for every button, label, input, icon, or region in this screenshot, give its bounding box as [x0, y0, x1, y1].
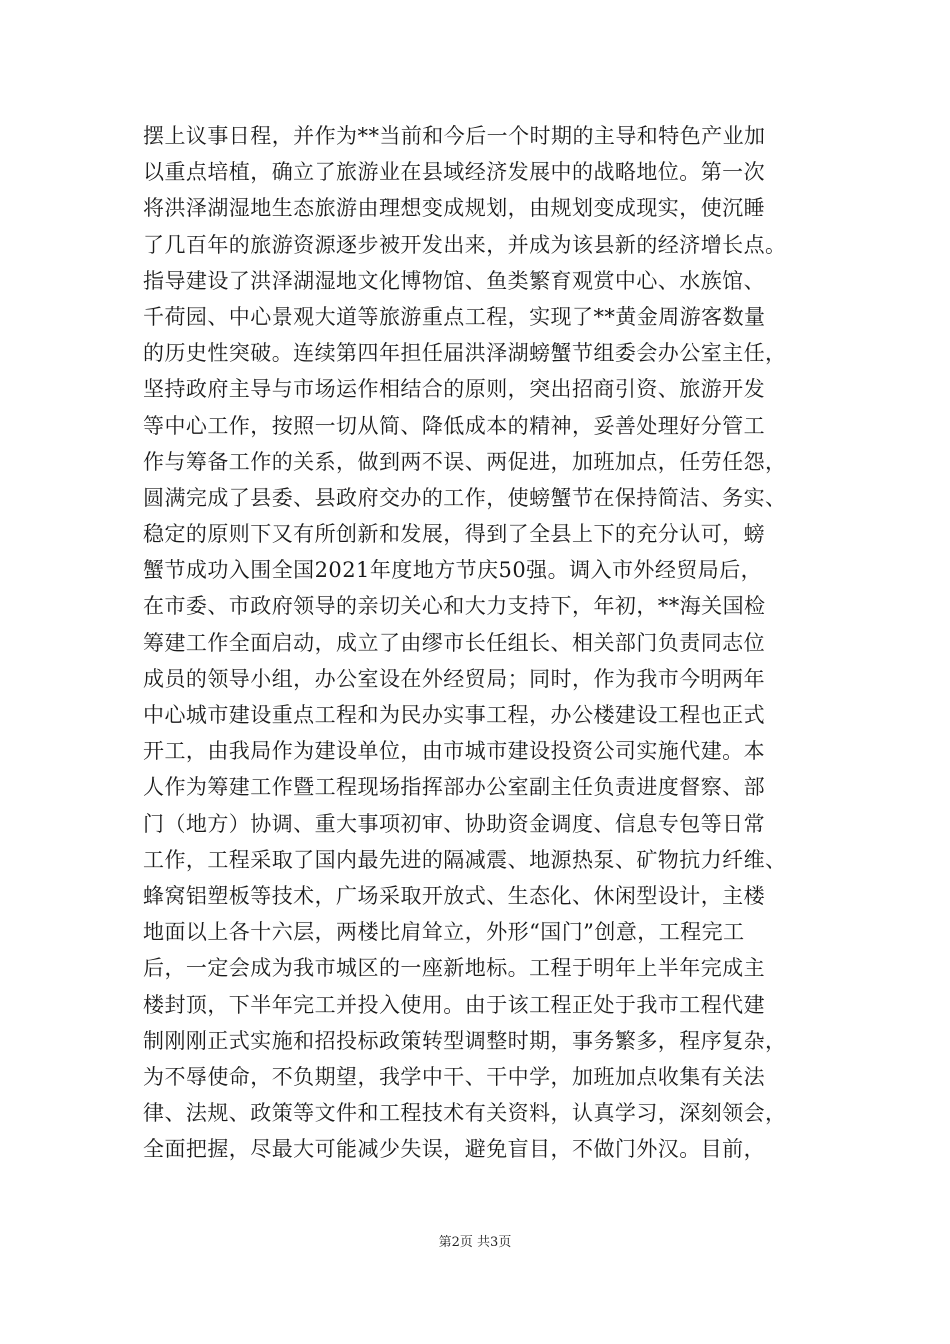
text-line: 以重点培植，确立了旅游业在县域经济发展中的战略地位。第一次 — [143, 160, 766, 185]
text-line: 蟹节成功入围全国2021年度地方节庆50强。调入市外经贸局后， — [143, 558, 763, 583]
text-line: 中心城市建设重点工程和为民办实事工程，办公楼建设工程也正式 — [143, 703, 766, 727]
text-line: 了几百年的旅游资源逐步被开发出来，并成为该县新的经济增长点。 — [143, 232, 787, 257]
text-line: 指导建设了洪泽湖湿地文化博物馆、鱼类繁育观赏中心、水族馆、 — [143, 268, 766, 293]
text-line: 摆上议事日程，并作为**当前和今后一个时期的主导和特色产业加 — [143, 124, 766, 148]
text-line: 后，一定会成为我市城区的一座新地标。工程于明年上半年完成主 — [143, 956, 766, 981]
text-line: 筹建工作全面启动，成立了由缪市长任组长、相关部门负责同志位 — [143, 630, 766, 655]
text-line: 开工，由我局作为建设单位，由市城市建设投资公司实施代建。本 — [143, 739, 766, 764]
text-line: 人作为筹建工作暨工程现场指挥部办公室副主任负责进度督察、部 — [143, 775, 766, 800]
text-line: 为不辱使命，不负期望，我学中干、干中学，加班加点收集有关法 — [143, 1064, 766, 1089]
text-line: 楼封顶，下半年完工并投入使用。由于该工程正处于我市工程代建 — [143, 992, 766, 1017]
text-line: 等中心工作，按照一切从简、降低成本的精神，妥善处理好分管工 — [143, 413, 766, 438]
text-line: 律、法规、政策等文件和工程技术有关资料，认真学习，深刻领会， — [143, 1101, 787, 1126]
text-line: 全面把握，尽最大可能减少失误，避免盲目，不做门外汉。目前， — [143, 1137, 766, 1162]
page-number: 第2页 共3页 — [438, 1235, 512, 1250]
text-line: 作与筹备工作的关系，做到两不误、两促进，加班加点，任劳任怨， — [143, 449, 787, 474]
text-line: 坚持政府主导与市场运作相结合的原则，突出招商引资、旅游开发 — [143, 377, 766, 402]
text-line: 的历史性突破。连续第四年担任届洪泽湖螃蟹节组委会办公室主任， — [143, 341, 787, 366]
text-line: 蜂窝铝塑板等技术，广场采取开放式、生态化、休闲型设计，主楼 — [143, 883, 766, 908]
text-line: 千荷园、中心景观大道等旅游重点工程，实现了**黄金周游客数量 — [143, 304, 766, 329]
text-line: 圆满完成了县委、县政府交办的工作，使螃蟹节在保持简洁、务实、 — [143, 485, 787, 510]
text-line: 在市委、市政府领导的亲切关心和大力支持下，年初，**海关国检 — [143, 594, 766, 619]
text-line: 工作，工程采取了国内最先进的隔减震、地源热泵、矿物抗力纤维、 — [143, 847, 787, 872]
text-line: 地面以上各十六层，两楼比肩耸立，外形“国门”创意，工程完工 — [143, 920, 745, 945]
text-line: 稳定的原则下又有所创新和发展，得到了全县上下的充分认可，螃 — [143, 522, 766, 547]
text-line: 将洪泽湖湿地生态旅游由理想变成规划，由规划变成现实，使沉睡 — [143, 196, 766, 221]
text-line: 门（地方）协调、重大事项初审、协助资金调度、信息专包等日常 — [143, 811, 766, 836]
body-text — [143, 118, 833, 1167]
text-line: 制刚刚正式实施和招投标政策转型调整时期，事务繁多，程序复杂， — [143, 1028, 787, 1053]
text-line: 成员的领导小组，办公室设在外经贸局；同时，作为我市今明两年 — [143, 666, 766, 691]
